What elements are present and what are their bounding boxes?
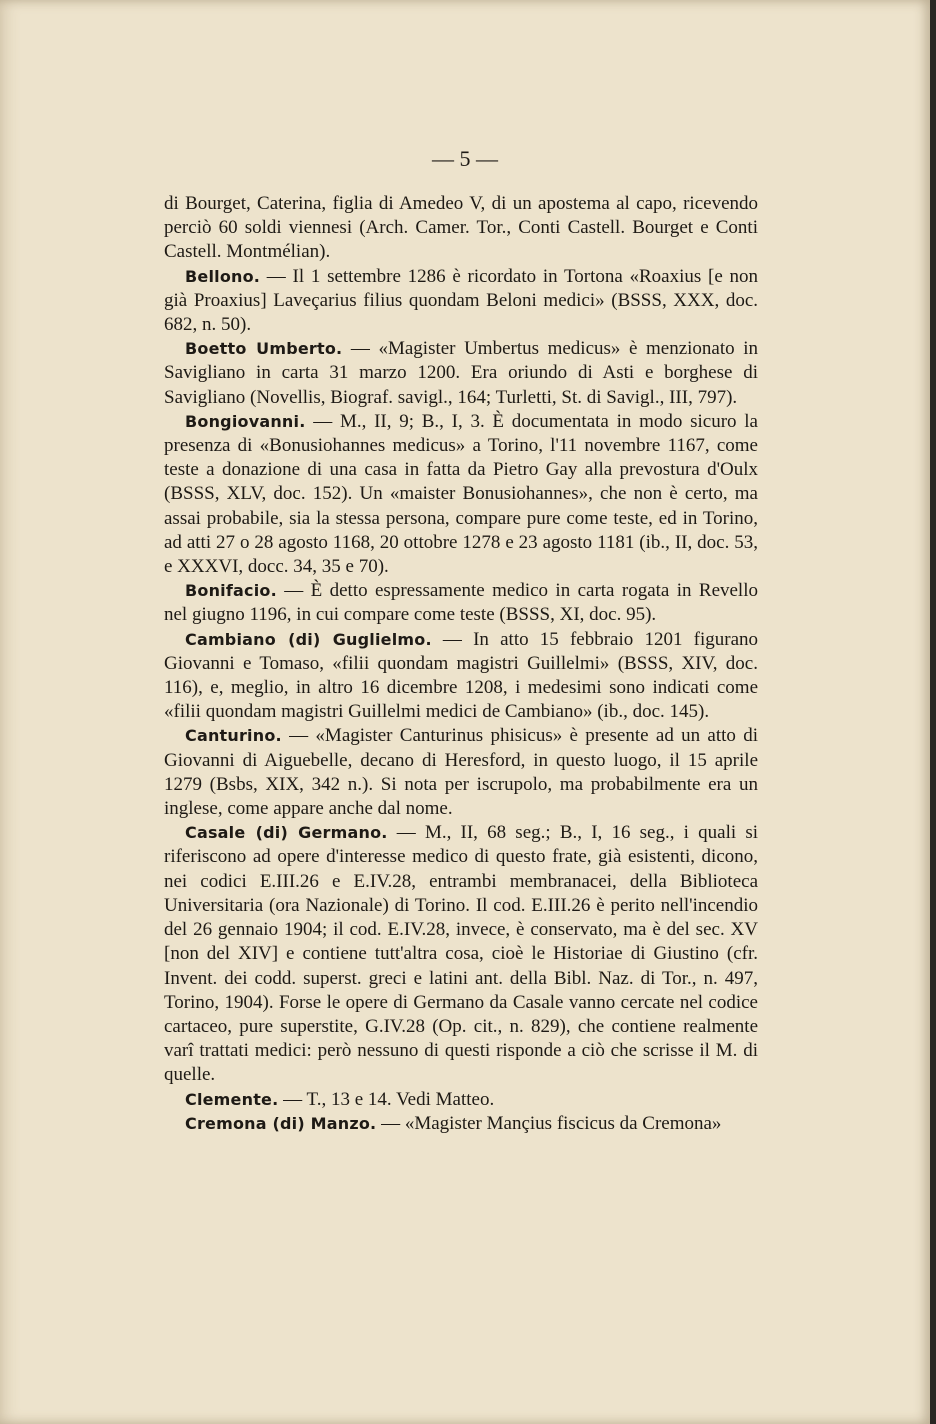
- paragraph: [164, 410, 758, 579]
- headword: Clemente.: [185, 1089, 279, 1109]
- headword: Boetto Umberto.: [185, 339, 343, 359]
- headword: Bongiovanni.: [185, 411, 306, 431]
- page-number: — 5 —: [432, 146, 498, 171]
- paragraph: [164, 579, 758, 627]
- paragraph-body: — «Magister Canturinus phisicus» è presente ad un atto di Giovanni di Aiguebelle, decano di Heresford, in questo luogo, il 15 aprile 1279 (Bsbs, XIX, 342 n.). Si nota per iscrupolo, ma probabilmente era un inglese, come appare anche dal nome.: [164, 725, 758, 820]
- headword: Cambiano (di) Guglielmo.: [185, 629, 432, 649]
- headword: Casale (di) Germano.: [185, 823, 388, 843]
- paragraph-body: — «Magister Umbertus medicus» è menzionato in Savigliano in carta 31 marzo 1200. Era oriundo di Asti e borghese di Savigliano (Novellis, Biograf. savigl., 164; Turletti, St. di Savigl., III, 797).: [164, 338, 758, 408]
- paragraph-body: — «Magister Mançius fiscicus da Cremona»: [376, 1112, 722, 1134]
- paragraph: [164, 724, 758, 821]
- paragraph: [164, 1088, 758, 1112]
- paragraph-body: — È detto espressamente medico in carta rogata in Revello nel giugno 1196, in cui compare come teste (BSSS, XI, doc. 95).: [164, 580, 758, 626]
- paragraph-body: — M., II, 68 seg.; B., I, 16 seg., i quali si riferiscono ad opere d'interesse medico di questo frate, già esistenti, dicono, nei codici E.III.26 e E.IV.28, entrambi membranacei, della Biblioteca Universitaria (ora Nazionale) di Torino. Il cod. E.III.26 è perito nell'incendio del 26 gennaio 1904; il cod. E.IV.28, invece, è conservato, ma è del sec. XV [non del XIV] e contiene tutt'altra cosa, cioè le Historiae di Giustino (cfr. Invent. dei codd. superst. greci e latini ant. della Bibl. Naz. di Tor., n. 497, Torino, 1904). Forse le opere di Germano da Casale vanno cercate nel codice cartaceo, pure superstite, G.IV.28 (Op. cit., n. 829), che contiene realmente varî trattati medici: però nessuno di questi risponde a ciò che scrisse il M. di quelle.: [164, 822, 758, 1086]
- headword: Bellono.: [185, 266, 261, 286]
- page-text: [164, 192, 758, 1136]
- headword: Canturino.: [185, 726, 282, 746]
- paragraph-body: — M., II, 9; B., I, 3. È documentata in modo sicuro la presenza di «Bonusiohannes medicus» a Torino, l'11 novembre 1167, come teste a donazione di una casa in fatta da Pietro Gay alla prevostura d'Oulx (BSSS, XLV, doc. 152). Un «maister Bonusiohannes», che non è certo, ma assai probabile, sia la stessa persona, compare pure come teste, ed in Torino, ad atti 27 o 28 agosto 1168, 20 ottobre 1278 e 23 agosto 1181 (ib., II, doc. 53, e XXXVI, docc. 34, 35 e 70).: [164, 410, 758, 578]
- headword: Bonifacio.: [185, 581, 277, 601]
- paragraph: [164, 628, 758, 725]
- paragraph: [164, 337, 758, 410]
- paragraph: [164, 821, 758, 1087]
- paragraph: [164, 192, 758, 265]
- paragraph: [164, 1112, 758, 1136]
- paragraph: [164, 265, 758, 338]
- paragraph-body: di Bourget, Caterina, figlia di Amedeo V, di un apostema al capo, ricevendo perciò 60 soldi viennesi (Arch. Camer. Tor., Conti Castell. Bourget e Conti Castell. Montmélian).: [164, 193, 758, 263]
- headword: Cremona (di) Manzo.: [185, 1113, 377, 1133]
- paragraph-body: — T., 13 e 14. Vedi Matteo.: [278, 1088, 495, 1110]
- paragraph-body: — In atto 15 febbraio 1201 figurano Giovanni e Tomaso, «filii quondam magistri Guillelmi» (BSSS, XIV, doc. 116), e, meglio, in altro 16 dicembre 1208, i medesimi sono indicati come «filii quondam magistri Guillelmi medici de Cambiano» (ib., doc. 145).: [164, 628, 759, 723]
- paragraph-body: — Il 1 settembre 1286 è ricordato in Tortona «Roaxius [e non già Proaxius] Laveçarius filius quondam Beloni medici» (BSSS, XXX, doc. 682, n. 50).: [164, 265, 758, 336]
